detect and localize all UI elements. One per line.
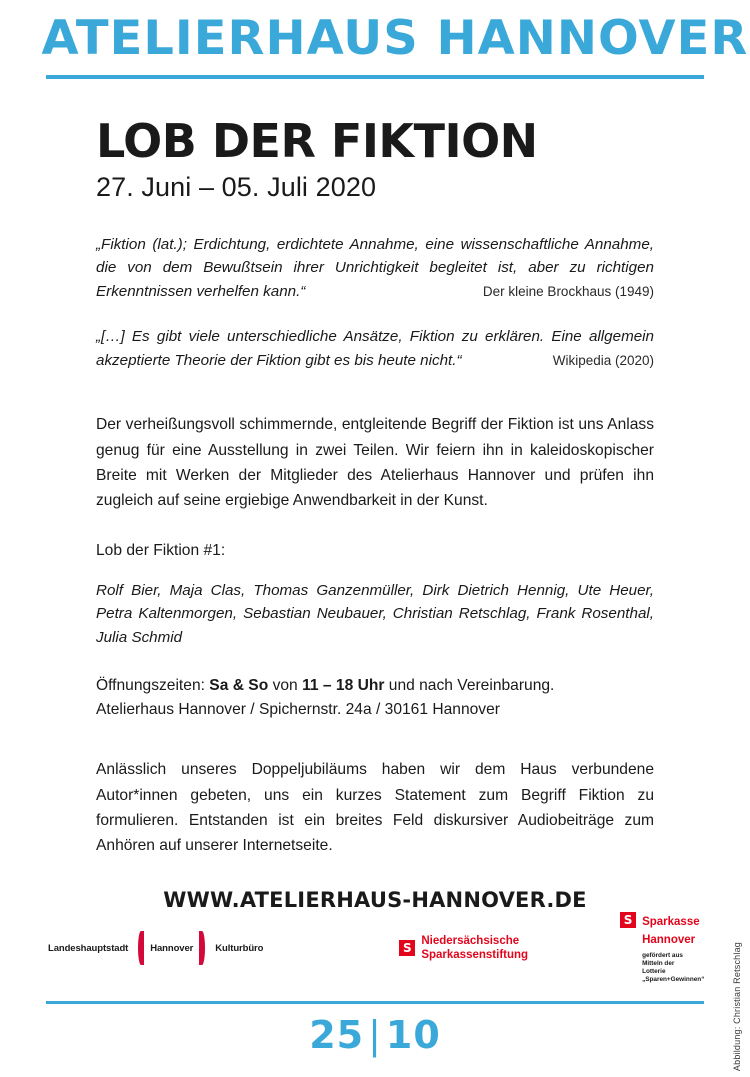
opening-hours xyxy=(96,674,654,699)
footer-anniversary xyxy=(0,1013,750,1057)
opening-hours-suffix: und nach Vereinbarung. xyxy=(388,676,555,694)
logo-landeshauptstadt-hannover xyxy=(48,931,263,965)
quote-text: „[…] Es gibt viele unterschiedliche Ansätze, Fiktion zu erklären. Eine allgemein akzeptierte Theorie der Fiktion gibt es bis heute nicht.“ xyxy=(96,328,654,369)
quote-block-2 xyxy=(96,325,654,368)
intro-paragraph: Der verheißungsvoll schimmernde, entgleitende Begriff der Fiktion ist uns Anlass genug für eine Ausstellung in zwei Teilen. Wir feiern ihn in kaleidoskopischer Breite mit Werken der Mitglieder des Atelierhaus Hannover und prüfen ihn zugleich auf seine ergiebige Anwendbarkeit in der Kunst. xyxy=(96,416,654,510)
section-label: Lob der Fiktion #1: xyxy=(96,542,226,560)
page-title: LOB DER FIKTION xyxy=(96,114,538,169)
sponsor-logos xyxy=(48,912,705,984)
quote-source: Wikipedia (2020) xyxy=(552,353,654,369)
footer-right-number: 10 xyxy=(385,1013,441,1057)
opening-hours-between: von xyxy=(272,676,298,694)
footer-left-number: 25 xyxy=(309,1013,365,1057)
logo-lhh-middle xyxy=(131,931,212,965)
logo-lhh-right-text: Kulturbüro xyxy=(215,942,264,954)
logo-nss-line1: Niedersächsische xyxy=(421,934,520,947)
title-block xyxy=(48,114,702,202)
image-credit: Abbildung: Christian Retschlag xyxy=(732,941,742,1071)
sparkasse-s-icon xyxy=(620,912,636,928)
logo-niedersaechsische-sparkassenstiftung xyxy=(399,934,528,962)
opening-hours-time: 11 – 18 Uhr xyxy=(302,676,385,694)
logo-sparkasse-hannover xyxy=(620,912,704,984)
closing-paragraph: Anlässlich unseres Doppeljubiläums haben wir dem Haus verbundene Autor*innen gebeten, uns ein kurzes Statement zum Begriff Fiktion zu formulieren. Entstanden ist ein breites Feld diskursiver Audiobeiträge zum Anhören auf unserer Internetseite. xyxy=(96,761,654,855)
opening-hours-label: Öffnungszeiten: xyxy=(96,676,205,694)
logo-lhh-left-text: Landeshauptstadt xyxy=(48,942,129,954)
quote-source: Der kleine Brockhaus (1949) xyxy=(482,284,654,300)
logo-spk-sub2: Lotterie „Sparen+Gewinnen“ xyxy=(642,968,705,983)
masthead-title: ATELIERHAUS HANNOVER xyxy=(41,11,749,66)
venue-address: Atelierhaus Hannover / Spichernstr. 24a / 30161 Hannover xyxy=(96,701,500,719)
footer-separator: | xyxy=(368,1013,382,1057)
logo-nss-line2: Sparkassenstiftung xyxy=(421,949,529,961)
website-url[interactable]: WWW.ATELIERHAUS-HANNOVER.DE xyxy=(163,888,587,913)
exhibition-dates: 27. Juni – 05. Juli 2020 xyxy=(96,171,377,202)
logo-spk-line1: Sparkasse xyxy=(642,916,700,928)
logo-spk-block xyxy=(642,912,704,984)
logo-lhh-middle-text: Hannover xyxy=(150,942,194,954)
logo-spk-text xyxy=(642,916,700,946)
logo-lhh-bar-left-icon xyxy=(138,931,144,965)
logo-spk-line2: Hannover xyxy=(642,934,696,946)
opening-hours-days: Sa & So xyxy=(209,676,269,694)
sparkasse-s-icon xyxy=(399,940,415,956)
logo-spk-subtext xyxy=(642,952,704,984)
artist-list: Rolf Bier, Maja Clas, Thomas Ganzenmüller, Dirk Dietrich Hennig, Ute Heuer, Petra Kaltenmorgen, Sebastian Neubauer, Christian Retschlag, Frank Rosenthal, Julia Schmid xyxy=(96,581,654,646)
poster-content xyxy=(48,233,702,913)
masthead-divider xyxy=(46,75,704,79)
footer-divider xyxy=(46,1001,704,1004)
quote-block-1 xyxy=(96,233,654,300)
masthead xyxy=(41,0,749,79)
logo-nss-text xyxy=(421,934,528,962)
logo-lhh-bar-right-icon xyxy=(199,931,205,965)
quote-text: „Fiktion (lat.); Erdichtung, erdichtete Annahme, eine wissenschaftliche Annahme, die von dem Bewußtsein ihrer Unrichtigkeit begleitet ist, aber zu richtigen Erkenntnissen verhelfen kann.“ xyxy=(96,235,654,300)
logo-spk-sub1: gefördert aus Mitteln der xyxy=(642,952,683,967)
